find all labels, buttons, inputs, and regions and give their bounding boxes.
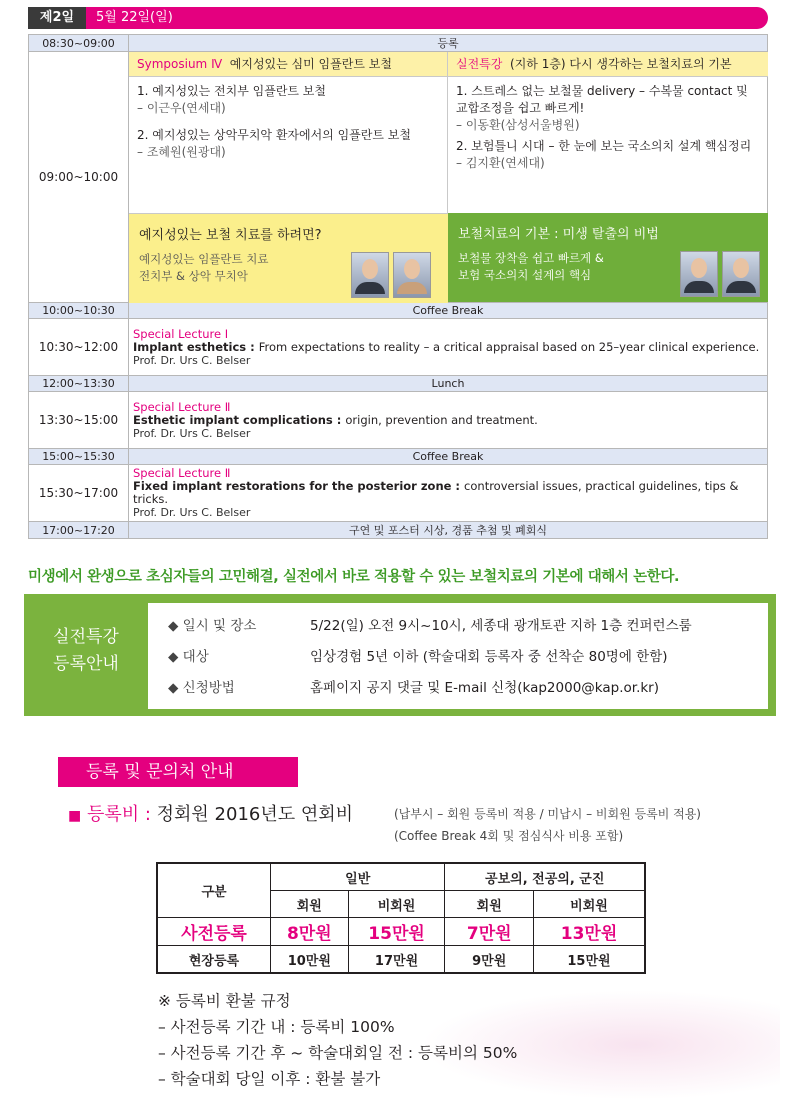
refund-line: – 사전등록 기간 후 ~ 학술대회일 전 : 등록비의 50% bbox=[158, 1044, 518, 1062]
fee-header-row bbox=[157, 863, 645, 891]
symposium-left-header bbox=[129, 52, 447, 77]
symposium-row bbox=[29, 52, 768, 303]
day-badge: 제2일 bbox=[28, 7, 86, 29]
column-header: 일반 bbox=[271, 863, 445, 891]
time-cell: 09:00~10:00 bbox=[29, 52, 129, 303]
section-title: 등록 및 문의처 안내 bbox=[58, 757, 298, 787]
event-cell: Coffee Break bbox=[129, 449, 768, 465]
footer-title: 보철치료의 기본 : 미생 탈출의 비법 bbox=[458, 227, 659, 242]
column-header: 구분 bbox=[157, 863, 271, 918]
time-cell: 08:30~09:00 bbox=[29, 35, 129, 52]
column-header: 비회원 bbox=[348, 891, 445, 918]
speaker-photo bbox=[393, 252, 431, 298]
refund-title: ※ 등록비 환불 규정 bbox=[158, 992, 291, 1010]
lecture-row bbox=[29, 319, 768, 376]
lecture-label: Special Lecture Ⅱ bbox=[133, 466, 231, 480]
schedule-row bbox=[29, 522, 768, 539]
square-bullet-icon: ■ bbox=[68, 808, 82, 824]
symposium-left-footer bbox=[129, 213, 448, 303]
time-cell: 15:00~15:30 bbox=[29, 449, 129, 465]
column-header: 회원 bbox=[271, 891, 349, 918]
fee-line bbox=[68, 800, 353, 826]
schedule-row bbox=[29, 303, 768, 319]
info-key: ◆ 신청방법 bbox=[168, 680, 235, 696]
symposium-label: Symposium Ⅳ bbox=[137, 57, 223, 71]
talk-title: 2. 보험틀니 시대 – 한 눈에 보는 국소의치 설계 핵심정리 bbox=[456, 139, 752, 153]
lecture-cell bbox=[129, 392, 768, 449]
info-row bbox=[168, 676, 659, 696]
info-row bbox=[168, 645, 668, 665]
lecturer: Prof. Dr. Urs C. Belser bbox=[133, 426, 251, 440]
info-row bbox=[168, 614, 692, 634]
lecture-row bbox=[29, 465, 768, 522]
info-key: ◆ 대상 bbox=[168, 649, 209, 665]
registration-info-title: 실전특강 등록안내 bbox=[53, 627, 119, 674]
refund-policy bbox=[158, 988, 517, 1092]
column-header: 비회원 bbox=[534, 891, 646, 918]
fee-text: 정회원 2016년도 연회비 bbox=[156, 804, 354, 825]
schedule-row bbox=[29, 449, 768, 465]
column-header: 공보의, 전공의, 군진 bbox=[445, 863, 645, 891]
event-cell: Coffee Break bbox=[129, 303, 768, 319]
speaker: – 조혜원(원광대) bbox=[137, 145, 226, 159]
fee-table bbox=[156, 862, 646, 974]
table-row: 사전등록 8만원 15만원 7만원 13만원 bbox=[157, 918, 645, 946]
talk-title: 1. 예지성있는 전치부 임플란트 보철 bbox=[137, 84, 326, 98]
schedule-row bbox=[29, 376, 768, 392]
speaker: – 김지환(연세대) bbox=[456, 156, 545, 170]
symposium-right-body bbox=[448, 77, 768, 178]
speaker: – 이동환(삼성서울병원) bbox=[456, 118, 580, 132]
time-cell: 10:30~12:00 bbox=[29, 319, 129, 376]
time-cell: 13:30~15:00 bbox=[29, 392, 129, 449]
time-cell: 15:30~17:00 bbox=[29, 465, 129, 522]
table-row: 현장등록 10만원 17만원 9만원 15만원 bbox=[157, 946, 645, 974]
symposium-title: (지하 1층) 다시 생각하는 보철치료의 기본 bbox=[510, 57, 732, 71]
column-header: 회원 bbox=[445, 891, 534, 918]
symposium-title: 예지성있는 심미 임플란트 보철 bbox=[229, 57, 392, 71]
info-value: 5/22(일) 오전 9시~10시, 세종대 광개토관 지하 1층 컨퍼런스룸 bbox=[310, 618, 692, 634]
fee-label: 등록비 : bbox=[86, 804, 151, 825]
schedule-row bbox=[29, 35, 768, 52]
symposium-right-footer bbox=[448, 213, 768, 302]
lecture-label: Special Lecture Ⅱ bbox=[133, 399, 231, 414]
footer-subtitle: 예지성있는 임플란트 치료 전치부 & 상악 무치악 bbox=[139, 252, 269, 283]
lecture-label: Special Lecture Ⅰ bbox=[133, 326, 229, 341]
event-cell: Lunch bbox=[129, 376, 768, 392]
lecture-row bbox=[29, 392, 768, 449]
event-cell: 등록 bbox=[129, 35, 768, 52]
lecture-title: Fixed implant restorations for the posterior zone : controversial issues, practical guidelines, tips & tricks. bbox=[133, 479, 739, 506]
time-cell: 12:00~13:30 bbox=[29, 376, 129, 392]
speaker-photo bbox=[680, 251, 718, 297]
time-cell: 10:00~10:30 bbox=[29, 303, 129, 319]
talk-title: 2. 예지성있는 상악무치악 환자에서의 임플란트 보철 bbox=[137, 128, 411, 142]
event-cell: 구연 및 포스터 시상, 경품 추첨 및 폐회식 bbox=[129, 522, 768, 539]
time-cell: 17:00~17:20 bbox=[29, 522, 129, 539]
footer-subtitle: 보철물 장착을 쉽고 빠르게 & 보험 국소의치 설계의 핵심 bbox=[458, 251, 604, 282]
lecture-cell bbox=[129, 465, 768, 522]
symposium-left bbox=[129, 52, 448, 302]
symposium-right-header bbox=[448, 52, 768, 77]
day-date: 5월 22일(일) bbox=[96, 10, 173, 25]
lecturer: Prof. Dr. Urs C. Belser bbox=[133, 506, 251, 519]
lecturer: Prof. Dr. Urs C. Belser bbox=[133, 353, 251, 367]
lecture-cell bbox=[129, 319, 768, 376]
talk-title: 1. 스트레스 없는 보철물 delivery – 수복물 contact 및 교합조정을 쉽고 빠르게! bbox=[456, 84, 748, 115]
refund-line: – 사전등록 기간 내 : 등록비 100% bbox=[158, 1018, 395, 1036]
symposium-left-body bbox=[129, 77, 447, 167]
symposium-label: 실전특강 bbox=[456, 57, 503, 71]
fee-note: (Coffee Break 4회 및 점심식사 비용 포함) bbox=[394, 829, 624, 843]
refund-line: – 학술대회 당일 이후 : 환불 불가 bbox=[158, 1070, 381, 1088]
lecture-title: Implant esthetics : From expectations to reality – a critical appraisal based on 25–year clinical experience. bbox=[133, 339, 760, 354]
symposium-right bbox=[448, 52, 768, 302]
headline: 미생에서 완생으로 초심자들의 고민해결, 실전에서 바로 적용할 수 있는 보철치료의 기본에 대해서 논한다. bbox=[28, 569, 680, 585]
info-value: 임상경험 5년 이하 (학술대회 등록자 중 선착순 80명에 한함) bbox=[310, 649, 668, 665]
schedule-table bbox=[28, 34, 768, 539]
fee-note: (납부시 – 회원 등록비 적용 / 미납시 – 비회원 등록비 적용) bbox=[394, 807, 701, 821]
speaker-photo bbox=[722, 251, 760, 297]
lecture-title: Esthetic implant complications : origin, prevention and treatment. bbox=[133, 412, 538, 427]
info-value: 홈페이지 공지 댓글 및 E-mail 신청(kap2000@kap.or.kr) bbox=[310, 680, 659, 696]
info-key: ◆ 일시 및 장소 bbox=[168, 618, 257, 634]
footer-title: 예지성있는 보철 치료를 하려면? bbox=[139, 228, 322, 243]
speaker-photo bbox=[351, 252, 389, 298]
symposium-block bbox=[129, 52, 767, 302]
speaker: – 이근우(연세대) bbox=[137, 101, 226, 115]
